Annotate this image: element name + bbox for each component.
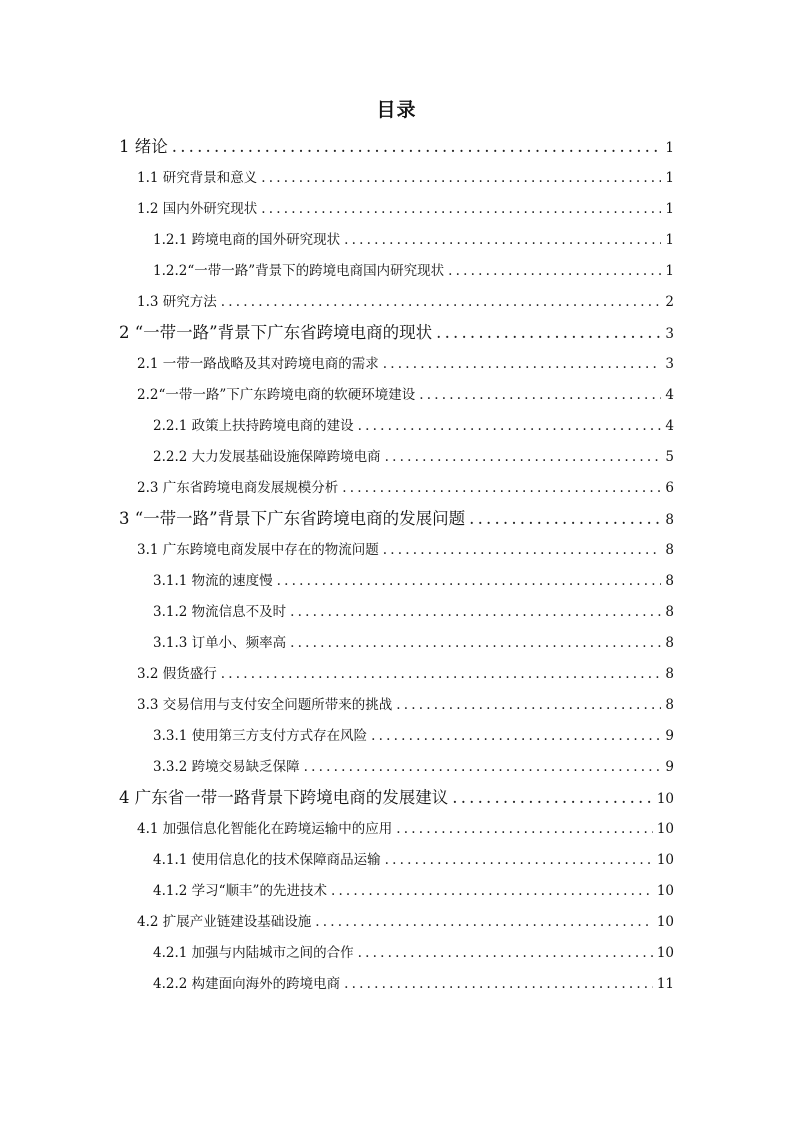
toc-entry-page-number: 5 <box>665 449 674 465</box>
toc-entry-label: 3.3 交易信用与支付安全问题所带来的挑战 <box>137 697 393 713</box>
toc-entry-label: 3 “一带一路”背景下广东省跨境电商的发展问题 <box>119 509 466 528</box>
toc-entry-label: 4.2 扩展产业链建设基础设施 <box>137 914 312 930</box>
toc-leader-dots <box>452 784 653 812</box>
toc-leader-dots <box>261 164 661 192</box>
toc-entry-label: 2.2.1 政策上扶持跨境电商的建设 <box>153 418 354 434</box>
toc-entry-label: 3.1 广东跨境电商发展中存在的物流问题 <box>137 542 379 558</box>
toc-entry[interactable] <box>137 195 674 223</box>
toc-entry-label: 2.3 广东省跨境电商发展规模分析 <box>137 480 339 496</box>
toc-entry-page-number: 8 <box>665 573 674 589</box>
toc-entry[interactable] <box>137 381 674 409</box>
toc-entry-page-number: 1 <box>665 170 674 186</box>
toc-entry-page-number: 10 <box>656 821 674 837</box>
toc-entry[interactable] <box>137 660 674 688</box>
toc-entry-label: 4.1.2 学习“顺丰”的先进技术 <box>153 883 327 899</box>
toc-entry-page-number: 8 <box>665 666 674 682</box>
toc-entry-label: 4.2.1 加强与内陆城市之间的合作 <box>153 945 354 961</box>
toc-entry-page-number: 10 <box>656 914 674 930</box>
toc-entry-label: 1.2 国内外研究现状 <box>137 201 258 217</box>
toc-entry[interactable] <box>119 505 674 533</box>
toc-entry-page-number: 8 <box>665 542 674 558</box>
toc-entry-label: 4 广东省一带一路背景下跨境电商的发展建议 <box>119 788 449 807</box>
toc-entry-label: 1.2.1 跨境电商的国外研究现状 <box>153 232 341 248</box>
toc-leader-dots <box>383 350 662 378</box>
toc-leader-dots <box>436 319 661 347</box>
toc-entry[interactable] <box>137 474 674 502</box>
toc-entry[interactable] <box>153 629 674 657</box>
toc-leader-dots <box>448 257 661 285</box>
toc-leader-dots <box>344 226 661 254</box>
toc-entry[interactable] <box>137 815 674 843</box>
toc-entry[interactable] <box>119 784 674 812</box>
toc-entry-label: 3.1.1 物流的速度慢 <box>153 573 273 589</box>
toc-entry-label: 3.3.2 跨境交易缺乏保障 <box>153 759 300 775</box>
toc-entry[interactable] <box>137 164 674 192</box>
toc-leader-dots <box>358 412 662 440</box>
toc-entry-page-number: 1 <box>665 201 674 217</box>
toc-entry-label: 1.3 研究方法 <box>137 294 217 310</box>
toc-entry-page-number: 9 <box>665 728 674 744</box>
toc-entry[interactable] <box>119 319 674 347</box>
toc-entry[interactable] <box>153 257 674 285</box>
toc-leader-dots <box>261 195 661 223</box>
toc-entry[interactable] <box>137 536 674 564</box>
toc-leader-dots <box>344 970 653 998</box>
toc-entry-page-number: 4 <box>665 418 674 434</box>
toc-entry-page-number: 3 <box>665 326 674 342</box>
toc-entry-label: 1.2.2“一带一路”背景下的跨境电商国内研究现状 <box>153 263 445 279</box>
toc-entry[interactable] <box>153 877 674 905</box>
toc-entry-page-number: 11 <box>656 976 674 992</box>
toc-leader-dots <box>419 381 661 409</box>
toc-entry[interactable] <box>153 598 674 626</box>
toc-entry-page-number: 8 <box>665 697 674 713</box>
toc-leader-dots <box>342 474 661 502</box>
toc-leader-dots <box>358 939 653 967</box>
toc-entry[interactable] <box>137 288 674 316</box>
toc-entry[interactable] <box>137 691 674 719</box>
toc-entry-page-number: 8 <box>665 512 674 528</box>
toc-entry[interactable] <box>153 970 674 998</box>
toc-entry-label: 4.1.1 使用信息化的技术保障商品运输 <box>153 852 381 868</box>
toc-leader-dots <box>396 691 661 719</box>
toc-leader-dots <box>331 877 653 905</box>
toc-title: 目录 <box>376 99 417 121</box>
toc-entry-label: 2.1 一带一路战略及其对跨境电商的需求 <box>137 356 379 372</box>
toc-entry-page-number: 8 <box>665 604 674 620</box>
toc-entry-page-number: 1 <box>665 263 674 279</box>
toc-leader-dots <box>277 567 662 595</box>
toc-entry-label: 1 绪论 <box>119 137 168 156</box>
toc-entry-page-number: 3 <box>665 356 674 372</box>
toc-leader-dots <box>290 629 661 657</box>
toc-leader-dots <box>371 722 661 750</box>
toc-entry[interactable] <box>153 567 674 595</box>
toc-entry-label: 2.2.2 大力发展基础设施保障跨境电商 <box>153 449 381 465</box>
toc-entry-page-number: 10 <box>656 883 674 899</box>
toc-entry-page-number: 10 <box>656 945 674 961</box>
toc-entry[interactable] <box>153 722 674 750</box>
toc-leader-dots <box>385 846 653 874</box>
toc-leader-dots <box>469 505 661 533</box>
toc-entry-page-number: 9 <box>665 759 674 775</box>
toc-leader-dots <box>396 815 653 843</box>
toc-entry-label: 4.2.2 构建面向海外的跨境电商 <box>153 976 341 992</box>
toc-entry-label: 1.1 研究背景和意义 <box>137 170 258 186</box>
toc-entry-label: 3.2 假货盛行 <box>137 666 217 682</box>
toc-entry[interactable] <box>137 350 674 378</box>
toc-entry-label: 2.2“一带一路”下广东跨境电商的软硬环境建设 <box>137 387 416 403</box>
toc-entry-page-number: 2 <box>665 294 674 310</box>
toc-leader-dots <box>304 753 662 781</box>
toc-leader-dots <box>290 598 661 626</box>
toc-entry-page-number: 4 <box>665 387 674 403</box>
toc-entry-label: 3.1.2 物流信息不及时 <box>153 604 287 620</box>
toc-leader-dots <box>383 536 662 564</box>
toc-entry[interactable] <box>153 226 674 254</box>
toc-leader-dots <box>385 443 662 471</box>
toc-entry-page-number: 6 <box>665 480 674 496</box>
toc-entry-label: 3.1.3 订单小、频率高 <box>153 635 287 651</box>
toc-entry-label: 4.1 加强信息化智能化在跨境运输中的应用 <box>137 821 393 837</box>
toc-entry-label: 2 “一带一路”背景下广东省跨境电商的现状 <box>119 323 433 342</box>
toc-entry-page-number: 1 <box>665 232 674 248</box>
toc-entry[interactable] <box>119 133 674 161</box>
toc-leader-dots <box>172 133 662 161</box>
toc-entry-page-number: 8 <box>665 635 674 651</box>
toc-entry[interactable] <box>153 412 674 440</box>
toc-leader-dots <box>221 288 662 316</box>
toc-entry[interactable] <box>153 846 674 874</box>
toc-entry[interactable] <box>153 753 674 781</box>
toc-entry[interactable] <box>153 443 674 471</box>
toc-entry[interactable] <box>153 939 674 967</box>
toc-entry-label: 3.3.1 使用第三方支付方式存在风险 <box>153 728 368 744</box>
toc-entry-page-number: 10 <box>656 791 674 807</box>
toc-leader-dots <box>315 908 653 936</box>
toc-leader-dots <box>221 660 662 688</box>
toc-entry-page-number: 10 <box>656 852 674 868</box>
toc-entry-page-number: 1 <box>665 140 674 156</box>
toc-entry[interactable] <box>137 908 674 936</box>
